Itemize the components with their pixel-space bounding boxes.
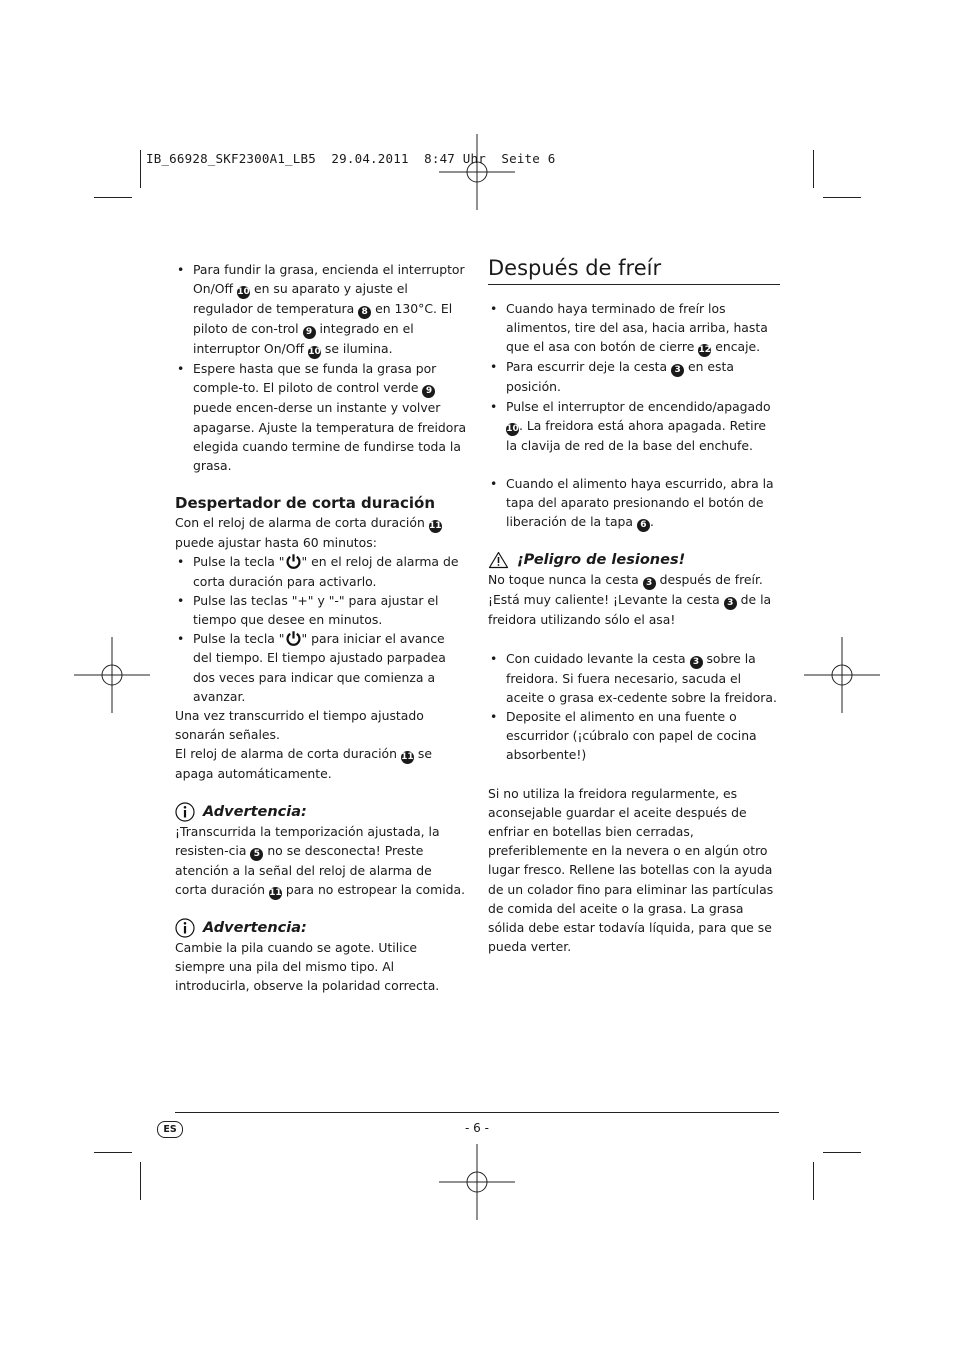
info-icon	[175, 918, 195, 938]
list-item: • Pulse las teclas "+" y "-" para ajustar el tiempo que desee en minutos.	[175, 591, 467, 629]
ref-number-badge: 8	[358, 306, 371, 319]
list-item: • Cuando el alimento haya escurrido, abra la tapa del aparato presionando el botón de liberación de la tapa 6 .	[488, 474, 780, 532]
ref-number-badge: 3	[643, 577, 656, 590]
note-heading: Advertencia:	[175, 918, 467, 938]
ref-number-badge: 11	[401, 752, 414, 763]
ref-number-badge: 9	[422, 385, 435, 398]
ref-number-badge: 10	[308, 347, 321, 358]
warning-triangle-icon	[488, 551, 509, 569]
power-icon	[285, 630, 302, 647]
registration-mark-icon	[804, 637, 880, 713]
ref-number-badge: 3	[690, 656, 703, 669]
list-item: • Con cuidado levante la cesta 3 sobre la freidora. Si fuera necesario, sacuda el aceite o grasa ex-cedente sobre la freidora.	[488, 649, 780, 707]
note-heading: Advertencia:	[175, 802, 467, 822]
list-item: • Cuando haya terminado de freír los alimentos, tire del asa, hacia arriba, hasta que el asa con botón de cierre 12 encaje.	[488, 299, 780, 357]
paragraph: Cambie la pila cuando se agote. Utilice siempre una pila del mismo tipo. Al introducirla, observe la polaridad correcta.	[175, 940, 440, 994]
crop-mark	[94, 1152, 132, 1153]
registration-mark-icon	[439, 1144, 515, 1220]
print-slug: IB_66928_SKF2300A1_LB5 29.04.2011 8:47 Uhr Seite 6	[146, 151, 556, 166]
paragraph: No toque nunca la cesta 3 después de freír. ¡Está muy caliente! ¡Levante la cesta 3 de la freidora utilizando sólo el asa!	[488, 572, 772, 628]
crop-mark	[823, 197, 861, 198]
footer-rule	[175, 1112, 779, 1113]
info-icon	[175, 802, 195, 822]
left-column	[175, 260, 467, 996]
crop-mark	[813, 1162, 814, 1200]
page-title: Después de freír	[488, 256, 662, 280]
right-column	[488, 254, 780, 956]
ref-number-badge: 12	[698, 345, 712, 356]
crop-mark	[823, 1152, 861, 1153]
danger-heading: ¡Peligro de lesiones!	[488, 550, 780, 570]
registration-mark-icon	[439, 134, 515, 210]
ref-number-badge: 5	[250, 848, 263, 861]
paragraph: ¡Transcurrida la temporización ajustada, la resisten-cia 5 no se desconecta! Preste atención a la señal del reloj de alarma de corta duración 11 para no estropear la comida.	[175, 823, 466, 899]
list-item: • Para escurrir deje la cesta 3 en esta posición.	[488, 357, 780, 396]
ref-number-badge: 3	[671, 364, 684, 377]
ref-number-badge: 11	[428, 521, 442, 532]
list-item: • Pulse la tecla " " en el reloj de alarma de corta duración para activarlo.	[175, 552, 467, 590]
list-item: • Pulse la tecla " " para iniciar el avance del tiempo. El tiempo ajustado parpadea dos veces para indicar que comienza a avanzar.	[175, 629, 467, 706]
list-item: • Espere hasta que se funda la grasa por comple-to. El piloto de control verde 9 puede encen-derse un instante y volver apagarse. Ajuste la temperatura de freidora elegida cuando termine de fundirse toda la grasa.	[175, 359, 467, 475]
section-heading: Despertador de corta duración	[175, 494, 436, 513]
list-item: • Para fundir la grasa, encienda el interruptor On/Off 10 en su aparato y ajuste el regulador de temperatura 8 en 130°C. El piloto de con-trol 9 integrado en el interruptor On/Off 10 se ilumina.	[175, 260, 467, 359]
paragraph: El reloj de alarma de corta duración 11 se apaga automáticamente.	[175, 746, 432, 782]
title-rule	[488, 284, 780, 285]
list-item: • Pulse el interruptor de encendido/apagado 10. La freidora está ahora apagada. Retire la clavija de red de la base del enchufe.	[488, 397, 780, 455]
crop-mark	[140, 1162, 141, 1200]
ref-number-badge: 6	[637, 519, 650, 532]
paragraph: Con el reloj de alarma de corta duración 11 puede ajustar hasta 60 minutos:	[175, 515, 442, 551]
ref-number-badge: 10	[237, 287, 250, 298]
crop-mark	[813, 150, 814, 188]
ref-number-badge: 9	[303, 326, 316, 339]
crop-mark	[94, 197, 132, 198]
paragraph: Una vez transcurrido el tiempo ajustado sonarán señales.	[175, 708, 424, 743]
crop-mark	[140, 150, 141, 188]
registration-mark-icon	[74, 637, 150, 713]
power-icon	[285, 553, 302, 570]
language-badge: ES	[157, 1121, 183, 1138]
page-number: - 6 -	[465, 1121, 489, 1135]
list-item: • Deposite el alimento en una fuente o escurridor (¡cúbralo con papel de cocina absorbente!)	[488, 707, 780, 765]
ref-number-badge: 10	[506, 423, 519, 434]
paragraph: Si no utiliza la freidora regularmente, es aconsejable guardar el aceite después de enfriar en botellas bien cerradas, preferiblemente en la nevera o en algún otro lugar fresco. Rellene las botellas con la ayuda de un colador fino para eliminar las partículas de comida del aceite o la grasa. La grasa sólida debe estar todavía líquida, para que se pueda verter.	[488, 785, 774, 955]
ref-number-badge: 3	[724, 597, 737, 610]
ref-number-badge: 11	[269, 888, 282, 899]
